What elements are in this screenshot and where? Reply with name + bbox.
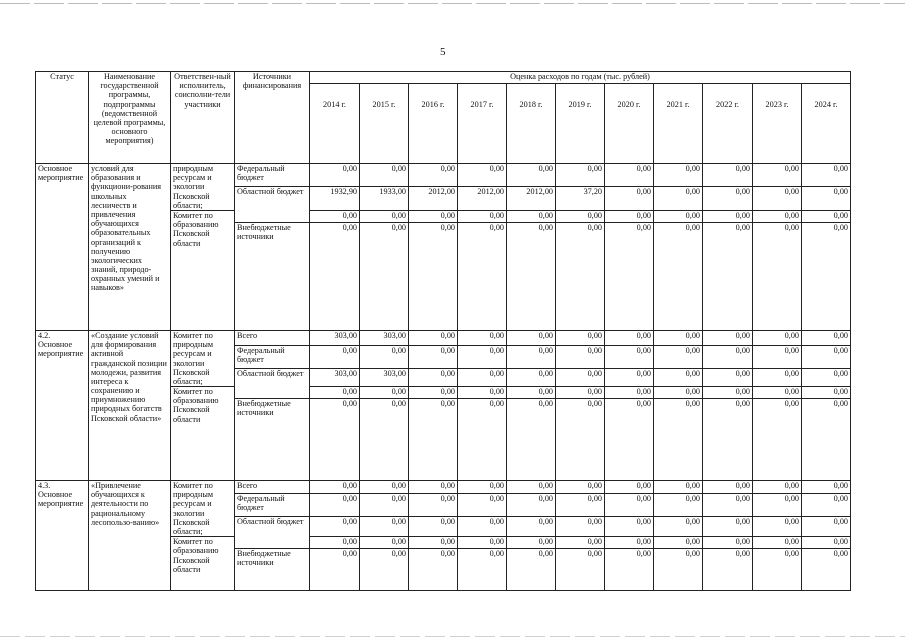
amount-cell: 0,00 [605, 387, 654, 399]
amount-cell: 2012,00 [458, 187, 507, 211]
amount-cell: 0,00 [703, 330, 753, 345]
amount-cell: 0,00 [409, 517, 458, 537]
amount-cell: 0,00 [753, 368, 802, 386]
amount-cell: 0,00 [802, 549, 851, 591]
amount-cell: 0,00 [654, 345, 703, 368]
funding-source-cell: Областной бюджет [235, 517, 310, 549]
amount-cell: 303,00 [360, 330, 409, 345]
amount-cell: 0,00 [802, 399, 851, 481]
amount-cell: 0,00 [654, 537, 703, 549]
amount-cell: 0,00 [556, 537, 605, 549]
amount-cell: 2012,00 [409, 187, 458, 211]
amount-cell: 0,00 [753, 549, 802, 591]
amount-cell: 0,00 [703, 537, 753, 549]
amount-cell: 0,00 [360, 164, 409, 187]
amount-cell: 0,00 [753, 345, 802, 368]
amount-cell: 0,00 [605, 517, 654, 537]
amount-cell: 1932,90 [310, 187, 360, 211]
responsible-cell: Комитет по природным ресурсам и экологии Псковской области; [171, 481, 235, 537]
amount-cell: 0,00 [507, 210, 556, 222]
header-status: Статус [36, 72, 89, 164]
amount-cell: 2012,00 [507, 187, 556, 211]
funding-source-cell: Всего [235, 481, 310, 494]
amount-cell: 0,00 [507, 222, 556, 330]
amount-cell: 0,00 [703, 345, 753, 368]
amount-cell: 0,00 [654, 399, 703, 481]
amount-cell: 0,00 [458, 368, 507, 386]
amount-cell: 0,00 [360, 494, 409, 517]
amount-cell: 0,00 [310, 387, 360, 399]
amount-cell: 0,00 [360, 481, 409, 494]
amount-cell: 0,00 [703, 187, 753, 211]
amount-cell: 0,00 [507, 494, 556, 517]
scan-top-edge [0, 3, 905, 4]
header-year: 2019 г. [556, 84, 605, 164]
amount-cell: 0,00 [654, 517, 703, 537]
header-year: 2017 г. [458, 84, 507, 164]
amount-cell: 303,00 [310, 368, 360, 386]
amount-cell: 0,00 [409, 330, 458, 345]
header-year: 2014 г. [310, 84, 360, 164]
amount-cell: 0,00 [556, 210, 605, 222]
amount-cell: 0,00 [360, 517, 409, 537]
amount-cell: 0,00 [409, 399, 458, 481]
funding-source-cell: Внебюджетные источники [235, 399, 310, 481]
scan-bottom-edge [0, 636, 905, 637]
amount-cell: 0,00 [458, 481, 507, 494]
header-year: 2022 г. [703, 84, 753, 164]
budget-table-wrapper [35, 71, 851, 591]
amount-cell: 0,00 [310, 494, 360, 517]
amount-cell: 0,00 [802, 537, 851, 549]
co-executor-cell: Комитет по образованию Псковской области [171, 210, 235, 330]
header-sources: Источники финансирования [235, 72, 310, 164]
amount-cell: 0,00 [605, 368, 654, 386]
amount-cell: 0,00 [753, 481, 802, 494]
amount-cell: 0,00 [703, 164, 753, 187]
amount-cell: 0,00 [703, 481, 753, 494]
amount-cell: 0,00 [507, 481, 556, 494]
amount-cell: 0,00 [703, 399, 753, 481]
amount-cell: 0,00 [753, 164, 802, 187]
amount-cell: 303,00 [360, 368, 409, 386]
amount-cell: 0,00 [310, 164, 360, 187]
amount-cell: 0,00 [703, 222, 753, 330]
amount-cell: 0,00 [360, 345, 409, 368]
amount-cell: 1933,00 [360, 187, 409, 211]
amount-cell: 0,00 [802, 517, 851, 537]
amount-cell: 0,00 [802, 164, 851, 187]
header-year: 2018 г. [507, 84, 556, 164]
amount-cell: 0,00 [507, 164, 556, 187]
amount-cell: 0,00 [507, 399, 556, 481]
amount-cell: 0,00 [360, 399, 409, 481]
amount-cell: 0,00 [409, 537, 458, 549]
amount-cell: 0,00 [409, 164, 458, 187]
amount-cell: 0,00 [507, 517, 556, 537]
measure-name-cell: «Создание условий для формирования активной гражданской позиции молодежи, развития интереса к сохранению и приумножению природных богатств Псковской области» [89, 330, 171, 480]
amount-cell: 0,00 [703, 368, 753, 386]
funding-source-cell: Областной бюджет [235, 368, 310, 398]
amount-cell: 0,00 [360, 549, 409, 591]
table-row [36, 481, 851, 494]
amount-cell: 0,00 [310, 549, 360, 591]
amount-cell: 0,00 [458, 399, 507, 481]
responsible-cell: природным ресурсам и экологии Псковской области; [171, 164, 235, 211]
amount-cell: 0,00 [753, 494, 802, 517]
amount-cell: 0,00 [605, 164, 654, 187]
amount-cell: 0,00 [360, 222, 409, 330]
amount-cell: 0,00 [556, 222, 605, 330]
header-year: 2024 г. [802, 84, 851, 164]
amount-cell: 0,00 [409, 345, 458, 368]
header-responsible: Ответствен-ный исполнитель, соисполни-тели участники [171, 72, 235, 164]
amount-cell: 0,00 [409, 210, 458, 222]
amount-cell: 0,00 [360, 210, 409, 222]
amount-cell: 0,00 [753, 399, 802, 481]
amount-cell: 0,00 [802, 330, 851, 345]
funding-source-cell: Федеральный бюджет [235, 494, 310, 517]
amount-cell: 0,00 [458, 222, 507, 330]
amount-cell: 0,00 [605, 345, 654, 368]
responsible-cell: Комитет по природным ресурсам и экологии Псковской области; [171, 330, 235, 386]
funding-source-cell: Всего [235, 330, 310, 345]
amount-cell: 0,00 [654, 494, 703, 517]
table-row [36, 330, 851, 345]
amount-cell: 0,00 [703, 494, 753, 517]
amount-cell: 0,00 [802, 387, 851, 399]
amount-cell: 0,00 [310, 222, 360, 330]
amount-cell: 0,00 [409, 481, 458, 494]
amount-cell: 0,00 [753, 517, 802, 537]
amount-cell: 0,00 [802, 210, 851, 222]
amount-cell: 0,00 [310, 345, 360, 368]
amount-cell: 37,20 [556, 187, 605, 211]
header-year: 2023 г. [753, 84, 802, 164]
header-year: 2021 г. [654, 84, 703, 164]
amount-cell: 0,00 [703, 549, 753, 591]
amount-cell: 0,00 [556, 481, 605, 494]
amount-cell: 0,00 [654, 387, 703, 399]
amount-cell: 0,00 [409, 549, 458, 591]
amount-cell: 0,00 [753, 210, 802, 222]
amount-cell: 0,00 [409, 368, 458, 386]
amount-cell: 0,00 [507, 330, 556, 345]
funding-source-cell: Областной бюджет [235, 187, 310, 223]
amount-cell: 0,00 [802, 345, 851, 368]
amount-cell: 0,00 [458, 345, 507, 368]
amount-cell: 0,00 [654, 481, 703, 494]
amount-cell: 0,00 [507, 537, 556, 549]
co-executor-cell: Комитет по образованию Псковской области [171, 387, 235, 481]
amount-cell: 0,00 [605, 330, 654, 345]
amount-cell: 0,00 [310, 481, 360, 494]
amount-cell: 0,00 [605, 481, 654, 494]
amount-cell: 0,00 [802, 481, 851, 494]
amount-cell: 0,00 [654, 210, 703, 222]
amount-cell: 0,00 [556, 387, 605, 399]
amount-cell: 0,00 [556, 164, 605, 187]
amount-cell: 0,00 [802, 368, 851, 386]
amount-cell: 0,00 [654, 549, 703, 591]
amount-cell: 0,00 [605, 549, 654, 591]
amount-cell: 0,00 [310, 399, 360, 481]
funding-source-cell: Внебюджетные источники [235, 222, 310, 330]
amount-cell: 0,00 [360, 537, 409, 549]
amount-cell: 0,00 [802, 222, 851, 330]
amount-cell: 0,00 [654, 330, 703, 345]
budget-table [35, 71, 851, 591]
amount-cell: 303,00 [310, 330, 360, 345]
co-executor-cell: Комитет по образованию Псковской области [171, 537, 235, 591]
status-cell: 4.2. Основное мероприятие [36, 330, 89, 480]
amount-cell: 0,00 [409, 387, 458, 399]
amount-cell: 0,00 [409, 222, 458, 330]
amount-cell: 0,00 [753, 387, 802, 399]
amount-cell: 0,00 [654, 164, 703, 187]
amount-cell: 0,00 [507, 368, 556, 386]
amount-cell: 0,00 [507, 549, 556, 591]
amount-cell: 0,00 [409, 494, 458, 517]
amount-cell: 0,00 [703, 210, 753, 222]
amount-cell: 0,00 [654, 187, 703, 211]
header-year: 2020 г. [605, 84, 654, 164]
amount-cell: 0,00 [654, 222, 703, 330]
status-cell: Основное мероприятие [36, 164, 89, 331]
amount-cell: 0,00 [802, 187, 851, 211]
amount-cell: 0,00 [310, 537, 360, 549]
amount-cell: 0,00 [507, 345, 556, 368]
amount-cell: 0,00 [605, 222, 654, 330]
amount-cell: 0,00 [458, 517, 507, 537]
page-number: 5 [440, 46, 446, 58]
amount-cell: 0,00 [556, 549, 605, 591]
amount-cell: 0,00 [802, 494, 851, 517]
amount-cell: 0,00 [458, 210, 507, 222]
amount-cell: 0,00 [310, 517, 360, 537]
header-year: 2015 г. [360, 84, 409, 164]
funding-source-cell: Федеральный бюджет [235, 164, 310, 187]
amount-cell: 0,00 [753, 222, 802, 330]
amount-cell: 0,00 [654, 368, 703, 386]
amount-cell: 0,00 [605, 187, 654, 211]
amount-cell: 0,00 [605, 537, 654, 549]
amount-cell: 0,00 [556, 330, 605, 345]
amount-cell: 0,00 [753, 187, 802, 211]
amount-cell: 0,00 [605, 399, 654, 481]
amount-cell: 0,00 [458, 164, 507, 187]
amount-cell: 0,00 [703, 517, 753, 537]
amount-cell: 0,00 [556, 517, 605, 537]
amount-cell: 0,00 [458, 387, 507, 399]
amount-cell: 0,00 [703, 387, 753, 399]
amount-cell: 0,00 [458, 549, 507, 591]
amount-cell: 0,00 [458, 330, 507, 345]
amount-cell: 0,00 [605, 210, 654, 222]
funding-source-cell: Федеральный бюджет [235, 345, 310, 368]
measure-name-cell: условий для образования и функциони-рования школьных лесничеств и привлечения обучающихся образовательных организаций к получению экологических знаний, природо-охранных умений и навыков» [89, 164, 171, 331]
amount-cell: 0,00 [507, 387, 556, 399]
amount-cell: 0,00 [556, 399, 605, 481]
amount-cell: 0,00 [556, 368, 605, 386]
header-name: Наименование государственной программы, подпрограммы (ведомственной целевой программы, основного мероприятия) [89, 72, 171, 164]
amount-cell: 0,00 [605, 494, 654, 517]
measure-name-cell: «Привлечение обучающихся к деятельности по рациональному лесопользо-ванию» [89, 481, 171, 591]
table-row [36, 164, 851, 187]
amount-cell: 0,00 [556, 345, 605, 368]
funding-source-cell: Внебюджетные источники [235, 549, 310, 591]
amount-cell: 0,00 [310, 210, 360, 222]
header-year: 2016 г. [409, 84, 458, 164]
amount-cell: 0,00 [458, 494, 507, 517]
header-estimate: Оценка расходов по годам (тыс. рублей) [310, 72, 851, 84]
amount-cell: 0,00 [360, 387, 409, 399]
amount-cell: 0,00 [458, 537, 507, 549]
amount-cell: 0,00 [753, 537, 802, 549]
status-cell: 4.3. Основное мероприятие [36, 481, 89, 591]
amount-cell: 0,00 [556, 494, 605, 517]
amount-cell: 0,00 [753, 330, 802, 345]
